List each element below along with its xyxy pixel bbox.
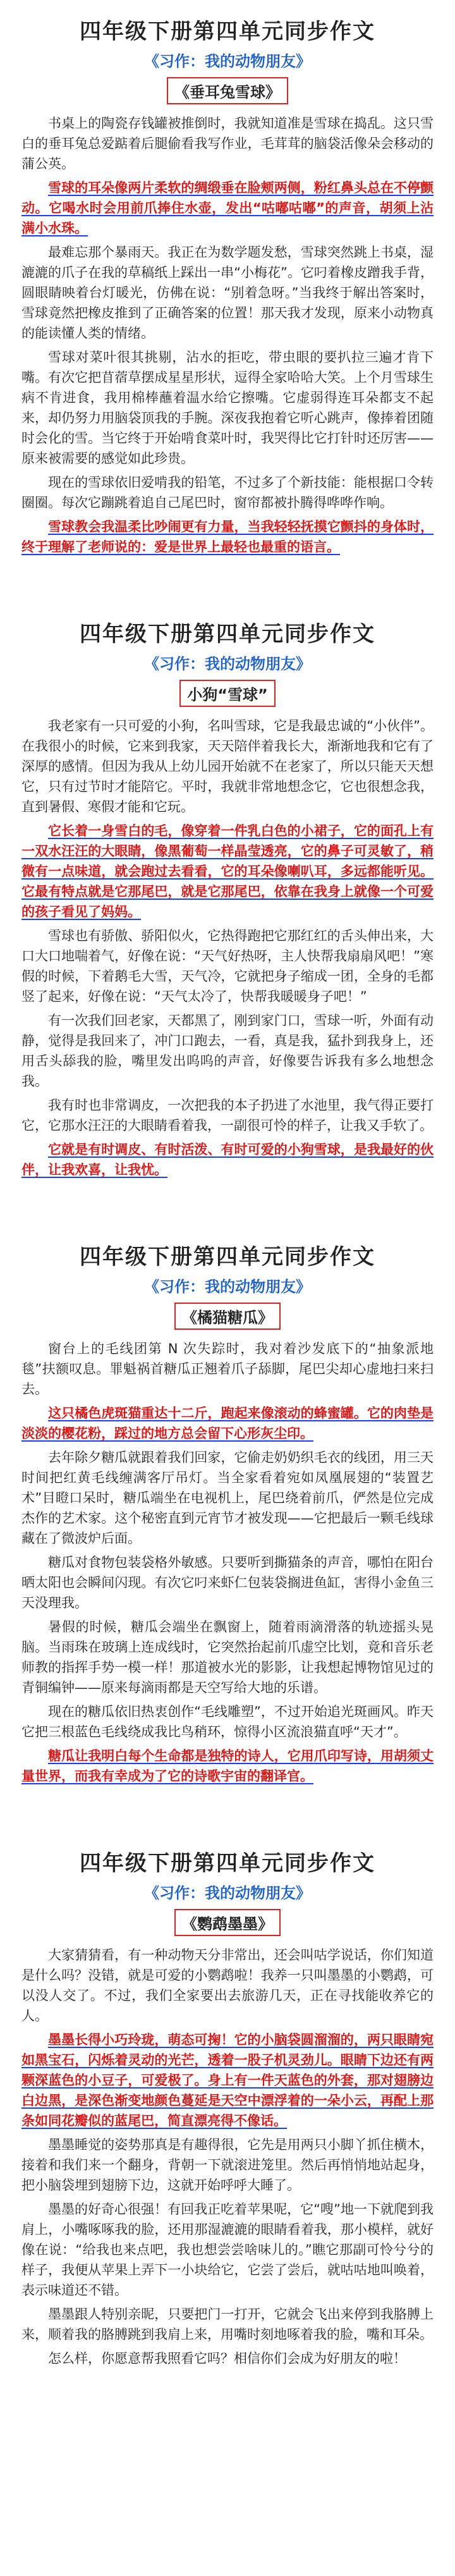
- paragraph: 我有时也非常调皮，一次把我的本子扔进了水池里，我气得正要打它，它那水汪汪的大眼睛看着我，一副很可怜的样子，让我又手软了。: [21, 1098, 434, 1133]
- highlighted-paragraph: 雪球的耳朵像两片柔软的绸缎垂在脸颊两侧，粉红鼻头总在不停颤动。它喝水时会用前爪捧住水壶，发出“咕嘟咕嘟”的声音，胡须上沾满小水珠。: [21, 180, 434, 236]
- essay-subtitle: 《习作：我的动物朋友》: [144, 1884, 311, 1902]
- essay-topic-box: 小狗“雪球”: [179, 680, 276, 707]
- essay-topic-box: 《橘猫糖瓜》: [174, 1303, 281, 1330]
- paragraph: 怎么样，你愿意帮我照看它吗？相信你们会成为好朋友的啦！: [48, 2351, 406, 2366]
- essay-4: [0, 1832, 455, 2389]
- essay-topic-box: 《垂耳兔雪球》: [167, 77, 288, 104]
- paragraph: 糖瓜对食物包装袋格外敏感。只要听到撕猫条的声音，哪怕在阳台晒太阳也会瞬间闪现。有次它叼来虾仁包装袋搁进鱼缸，害得小金鱼三天没理我。: [21, 1555, 434, 1610]
- essay-title: 四年级下册第四单元同步作文: [80, 1851, 375, 1876]
- paragraph: 现在的糖瓜依旧热衷创作“毛线雕塑”，不过开始追光斑画风。昨天它把三根蓝色毛线绕成我比鸟稍环，惊得小区流浪猫直呼“天才”。: [21, 1704, 434, 1739]
- section-divider: [0, 1806, 455, 1832]
- essay-title: 四年级下册第四单元同步作文: [80, 622, 375, 647]
- essay-topic: [21, 1909, 434, 1936]
- highlighted-paragraph: 雪球教会我温柔比吵闹更有力量，当我轻轻抚摸它颤抖的身体时，终于理解了老师说的：爱是世界上最轻也最重的语言。: [21, 519, 434, 555]
- essay-topic: [21, 680, 434, 707]
- highlighted-paragraph: 这只橘色虎斑猫重达十二斤，跑起来像滚动的蜂蜜罐。它的肉垫是淡淡的樱花粉，踩过的地方总会留下心形灰尘印。: [21, 1406, 434, 1441]
- paragraph: 去年除夕糖瓜就跟着我们回家，它偷走奶奶织毛衣的线团，用三天时间把红黄毛线缠满客厅吊灯。当全家看着宛如凤凰展翅的“装置艺术”目瞪口呆时，糖瓜端坐在电视机上，尾巴绕着前爪，俨然是位完成杰作的艺术家。这个秘密直到元宵节才被发现——它把最后一颗毛线球藏在了微波炉后面。: [21, 1450, 434, 1546]
- paragraph: 现在的雪球依旧爱啃我的铅笔，不过多了个新技能：能根据口令转圈圈。每次它蹦跳着追自己尾巴时，窗帘都被扑腾得哗哗作响。: [21, 475, 434, 510]
- essay-subtitle: 《习作：我的动物朋友》: [144, 1278, 311, 1296]
- highlighted-paragraph: 墨墨长得小巧玲珑，萌态可掬！它的小脑袋圆溜溜的，两只眼睛宛如黑宝石，闪烁着灵动的光芒，透着一股子机灵劲儿。眼睛下边还有两颗深蓝色的小豆子，可爱极了。身上有一件天蓝色的外套，那对翅膀边白边黑，是深色渐变地颜色蔓延是天空中漂浮着的一朵小云，再配上那条如同花瓣似的蓝尾巴，简直漂亮得不像话。: [21, 2032, 434, 2128]
- paragraph: 暑假的时候，糖瓜会端坐在飘窗上，随着雨滴滑落的轨迹摇头晃脑。当雨珠在玻璃上连成线时，它突然抬起前爪虚空比划，竟和音乐老师教的指挥手势一模一样！那道被水光的影影，让我想起博物馆见过的青铜编钟——原来每滴雨都是天空写给大地的乐谱。: [21, 1619, 434, 1695]
- essay-subtitle: 《习作：我的动物朋友》: [144, 52, 311, 70]
- paragraph: 墨墨跟人特别亲昵，只要把门一打开，它就会飞出来停到我胳膊上来，顺着我的胳膊跳到我肩上来，用嘴时刻地啄着我的脸，嘴和耳朵。: [21, 2307, 434, 2342]
- paragraph: 雪球也有骄傲、骄阳似火，它热得跑把它那红红的舌头伸出来，大口大口地喘着气，好像在说：“天气好热呀，主人快帮我扇扇风吧！”寒假的时候，下着鹅毛大雪，天气冷，它就把身子缩成一团，全身的毛都竖了起来，好像在说：“天气太冷了，快帮我暖暖身子吧！”: [21, 928, 434, 1004]
- essay-1: [0, 0, 455, 577]
- paragraph: 有一次我们回老家，天都黑了，刚到家门口，雪球一听，外面有动静，觉得是我回来了，冲门口跑去，一看，真是我，猛扑到我身上，还用舌头舔我的脸，嘴里发出呜呜的声音，好像要告诉我有多么地想念我。: [21, 1013, 434, 1089]
- essay-title: 四年级下册第四单元同步作文: [80, 19, 375, 44]
- highlighted-paragraph: 糖瓜让我明白每个生命都是独特的诗人，它用爪印写诗，用胡须丈量世界，而我有幸成为了它的诗歌宇宙的翻译官。: [21, 1748, 434, 1784]
- essay-subtitle: 《习作：我的动物朋友》: [144, 655, 311, 673]
- paragraph: 大家猜猜看，有一种动物天分非常出，还会叫咕学说话，你们知道是什么吗？没错，就是可爱的小鹦鹉啦！我养一只叫墨墨的小鹦鹉，可以没人交了。不过，我们全家要出去旅游几天，正在寻找能收养它的人。: [21, 1947, 434, 2023]
- highlighted-paragraph: 它长着一身雪白的毛，像穿着一件乳白色的小裙子，它的面孔上有一双水汪汪的大眼睛，像黑葡萄一样晶莹透亮，它的鼻子可灵敏了，稍微有一点味道，就会跑过去看看，它的耳朵像喇叭耳，多远都能听见。它最有特点就是它那尾巴，就是它那尾巴，依靠在我身上就像一个可爱的孩子看见了妈妈。: [21, 823, 434, 919]
- essay-title: 四年级下册第四单元同步作文: [80, 1244, 375, 1270]
- paragraph: 雪球对菜叶很其挑剔，沾水的拒吃，带虫眼的要扒拉三遍才肯下嘴。有次它把苜蓿草摆成星星形状，逗得全家哈哈大笑。上个月雪球生病不肯进食，我用棉棒蘸着温水给它擦嘴。它虚弱得连耳朵都支不起来，却仍努力用脑袋顶我的手腕。深夜我抱着它听心跳声，像捧着团随时会化的雪。当它终于开始啃食菜叶时，我哭得比它打针时还厉害——原来被需要的感觉如此珍贵。: [21, 350, 434, 466]
- paragraph: 我老家有一只可爱的小狗，名叫雪球，它是我最忠诚的“小伙伴”。在我很小的时候，它来到我家，天天陪伴着我长大，渐渐地我和它有了深厚的感情。但因为我从上幼儿园开始就不在老家了，所以只能天天想它，只有过节时才能陪它。平时，我就非常地想念它，它也很想念我，直到暑假、寒假才能和它玩。: [21, 718, 434, 814]
- paragraph: 书桌上的陶瓷存钱罐被推倒时，我就知道准是雪球在捣乱。这只雪白的垂耳兔总爱踮着后腿偷看我写作业，毛茸茸的脑袋活像朵会移动的蒲公英。: [21, 116, 434, 171]
- essay-topic: [21, 1303, 434, 1330]
- highlighted-paragraph: 它就是有时调皮、有时活泼、有时可爱的小狗雪球，是我最好的伙伴，让我欢喜，让我忧。: [21, 1142, 434, 1177]
- section-divider: [0, 1200, 455, 1225]
- paragraph: 墨墨的好奇心很强！有回我正吃着苹果呢，它“嗖”地一下就爬到我肩上，小嘴啄啄我的脸，还用那湿漉漉的眼睛看着我，那小模样，就好像在说：“给我也来点吧，我也想尝尝啥味儿的。”瞧它那副可怜兮兮的样子，我便从苹果上弄下一小块给它，它尝了尝后，就咕咕地叫唤着，表示味道还不错。: [21, 2202, 434, 2298]
- paragraph: 窗台上的毛线团第 N 次失踪时，我对着沙发底下的“抽象派地毯”扶额叹息。罪魁祸首糖瓜正翘着爪子舔脚，尾巴尖却心虚地扫来扫去。: [21, 1341, 434, 1397]
- essay-2: [0, 603, 455, 1200]
- section-divider: [0, 577, 455, 603]
- essay-topic: [21, 77, 434, 104]
- paragraph: 最难忘那个暴雨天。我正在为数学题发愁，雪球突然跳上书桌，湿漉漉的爪子在我的草稿纸上踩出一串“小梅花”。它叼着橡皮蹭我手背，圆眼睛映着台灯暖光，仿佛在说：“别着急呀。”当我终于解出答案时，雪球竟然把橡皮推到了正确答案的位置！那天我才发现，原来小动物真的能读懂人类的情绪。: [21, 245, 434, 341]
- essay-3: [0, 1225, 455, 1806]
- paragraph: 墨墨睡觉的姿势那真是有趣得很，它先是用两只小脚丫抓住横木，接着和我们来一个翻身，背朝一下就滚进笼里。然后再悄悄地站起身，把小脑袋埋到翅膀下边，这就开始呼呼大睡了。: [21, 2137, 434, 2193]
- essay-topic-box: 《鹦鹉墨墨》: [174, 1909, 281, 1936]
